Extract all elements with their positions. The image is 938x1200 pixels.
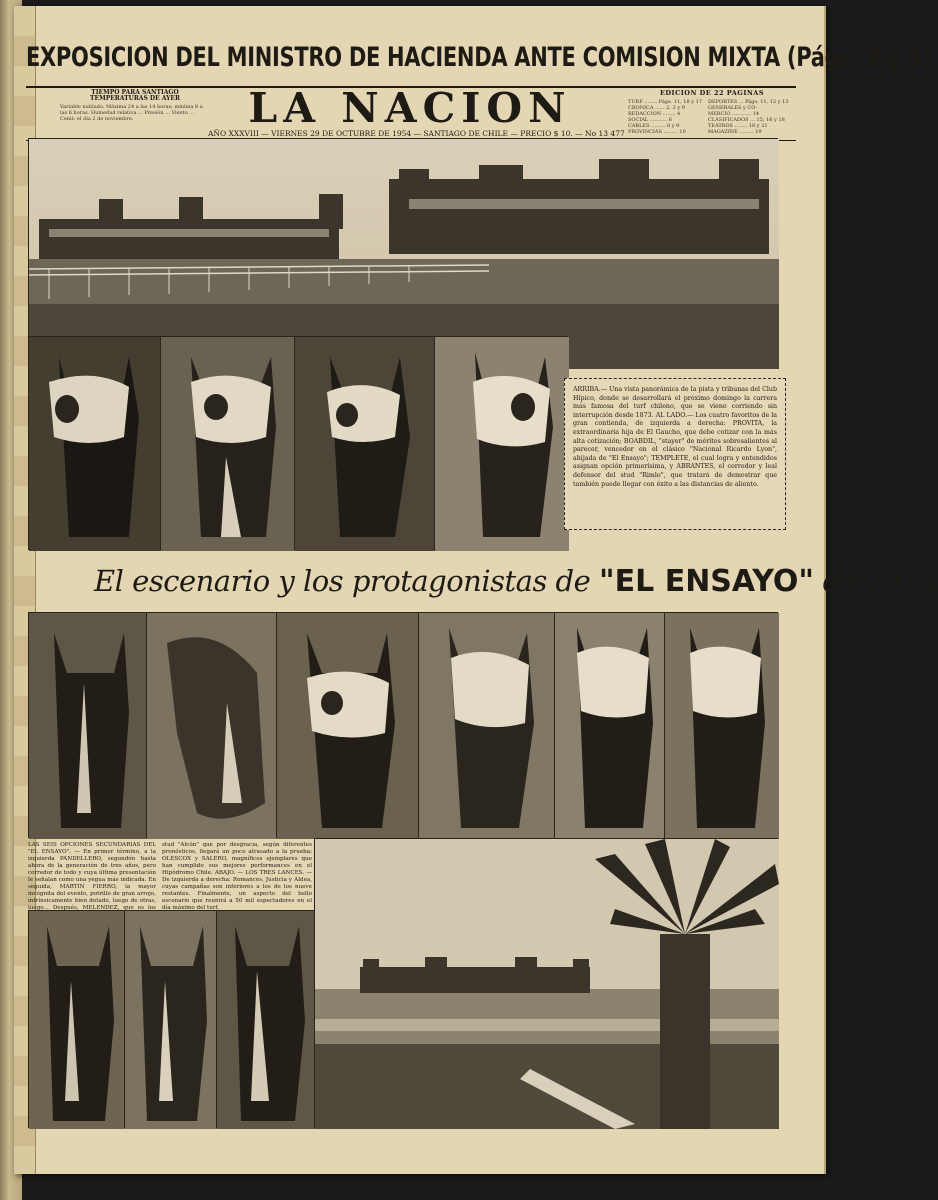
index-entry: PROVINCIAS ......... 10 xyxy=(628,129,686,135)
horse-photo-abrantes xyxy=(434,336,568,550)
index-entry: CLASIFICADOS ... 15, 16 y 18 xyxy=(708,117,785,123)
masthead-title: LA NACION xyxy=(248,84,572,132)
index-entry: MERCIO ............ 14 xyxy=(708,111,760,117)
weather-box xyxy=(60,90,210,138)
index-col-2 xyxy=(708,99,789,135)
index-entry: GENERALES y CO- xyxy=(708,105,758,111)
horse-photo-melendez xyxy=(276,612,418,838)
index-entry: CABLES ......... 8 y 9 xyxy=(628,123,680,129)
index-entry: CRONICA ...... 2, 3 y 9 xyxy=(628,105,685,111)
horse-photo-romances xyxy=(28,910,124,1128)
weather-title: TIEMPO PARA SANTIAGO xyxy=(91,89,179,96)
horse-photo-justicia xyxy=(124,910,216,1128)
section-title xyxy=(94,564,938,614)
index-entry: MAGAZINE ......... 19 xyxy=(708,129,762,135)
racecourse-panorama-photo xyxy=(28,138,778,368)
horse-photo-pandellero xyxy=(28,612,146,838)
horse-photo-abadiano xyxy=(418,612,554,838)
index-entry: SOCIAL ........... 6 xyxy=(628,117,673,123)
index-entry: TURF ........ Págs. 11, 18 y 17 xyxy=(628,99,703,105)
secondary-caption-right: stud "Alcón" que por desgracia, según diferentes pronósticos, llegará un poco atrasado a la prueba; OLESCOX y SALERO, magníficos ejemplares que han cumplido sus mejores performances en el Hipódromo Chile. ABAJO. — LOS TRES LANCES. — De izquierda a derecha: Romances, Justicia y Aldea, cuyas campañas son inferiores a los de los nueve restantes. Finalmente, un aspecto del bello escenario que reunirá a 50 mil espectadores en el día máximo del turf. xyxy=(162,842,312,911)
index-box xyxy=(628,90,796,138)
top-caption-text: ARRIBA.— Una vista panorámica de la pista y tribunas del Club Hípico, donde se desarrollará el próximo domingo la carrera más famosa del turf chileno, que se viene corriendo sin interrupción desde 1873. AL LADO.— Los cuatro favoritos de la gran contienda, de izquierda a derecha: PROVITA, la extraordinaria hija de El Gaucho, que debe cotizar con la más alta cotización; BOABDIL, "stayer" de méritos sobresalientes al parecer, vencedor en el clásico "Nacional Ricardo Lyon", ahijada de "El Ensayo"; TEMPLETE, el cual logra y entendidos asignan opción primerísima, y ABRANTES, el corredor y leal defensor del stud "Rimlo", que tratará de demostrar que también puede llegar con éxito a las distancias de aliento. xyxy=(573,386,777,488)
horse-photo-templete xyxy=(294,336,434,550)
weather-subtitle: TEMPERATURAS DE AYER xyxy=(90,95,180,102)
horse-photo-salero xyxy=(664,612,778,838)
horse-photo-aldea xyxy=(216,910,314,1128)
horse-photo-olescox xyxy=(554,612,664,838)
horse-photo-boabdil xyxy=(160,336,294,550)
index-col-1 xyxy=(628,99,702,135)
top-caption-box xyxy=(564,378,786,530)
section-title-race: "EL ENSAYO" xyxy=(599,564,815,599)
index-entry: REDACCION ........ 4 xyxy=(628,111,681,117)
horse-photo-provita xyxy=(28,336,160,550)
index-entry: TEATROS ........ 18 y 21 xyxy=(708,123,768,129)
index-entry: DEPORTES ... Págs. 11, 12 y 13 xyxy=(708,99,789,105)
newspaper-page xyxy=(14,6,938,1174)
horse-photo-martin-fierro xyxy=(146,612,276,838)
section-title-part1: El escenario y los protagonistas de xyxy=(94,564,600,598)
dateline: AÑO XXXVIII — VIERNES 29 DE OCTUBRE DE 1954 — SANTIAGO DE CHILE — PRECIO $ 10. — No 13 477 xyxy=(208,129,625,138)
weather-body: Variable nublado. Máxima 24 a las 14 horas; mínima 8 a las 6 horas. Humedad relativa ... Presión ... Viento ... Cenit: el día 2 de noviembre. xyxy=(60,104,203,122)
secondary-caption-left: LAS SEIS OPCIONES SECUNDARIAS DEL "EL ENSAYO". — En primer término, a la izquierda PANDELLERO, segundón hasta ahora de la generación de tres años, pero corredor de todo y cuya última presentación le señalan como una yegua más indicada. En seguida, MARTIN FIERRO, la mayor incógnita del evento, potrillo de gran arrojo, intrínsicamente bien dotado, luego de otras, luego... Después, MELENDEZ, que es los xyxy=(28,842,156,911)
racecourse-scenery-photo xyxy=(314,838,778,1128)
top-headline: EXPOSICION DEL MINISTRO DE HACIENDA ANTE COMISION MIXTA (Págs. 2 y 3) xyxy=(26,42,932,72)
index-title: EDICION DE 22 PAGINAS xyxy=(659,89,765,97)
section-title-part3: de 1954 xyxy=(814,564,938,598)
